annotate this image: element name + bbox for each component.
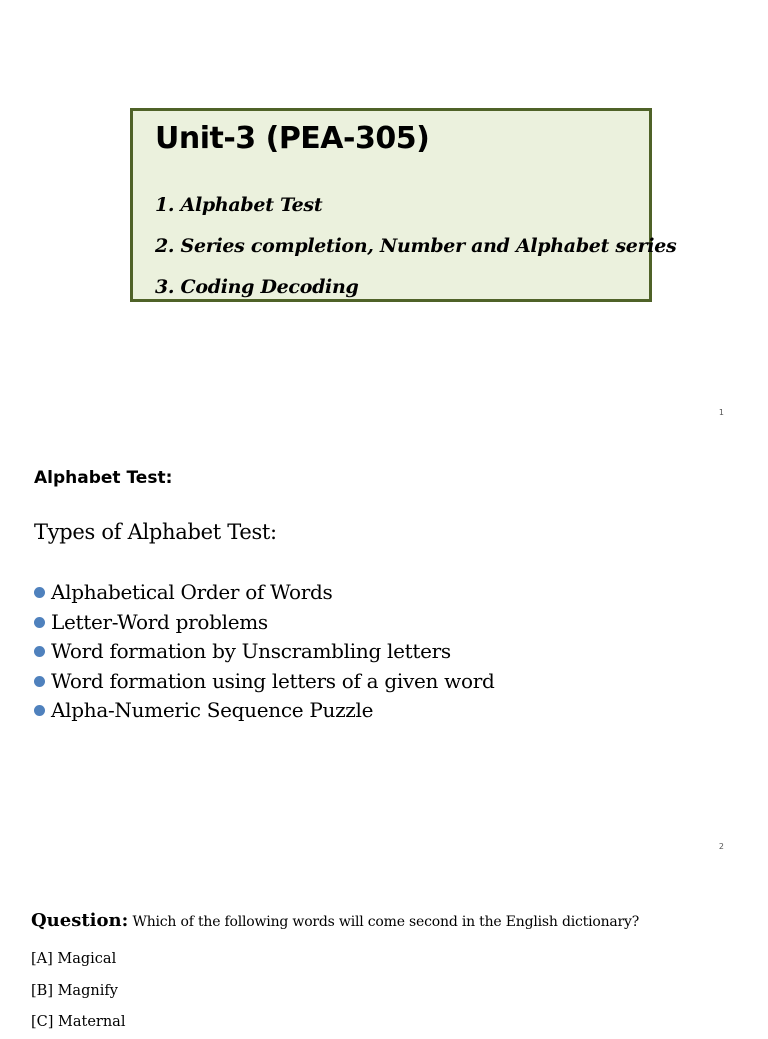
topic-item: 1. Alphabet Test xyxy=(155,194,323,216)
bullet-item xyxy=(34,578,494,608)
bullet-dot-icon xyxy=(34,587,45,598)
option-item: [A] Magical xyxy=(31,951,117,967)
page-number: 2 xyxy=(718,842,724,851)
bullet-item xyxy=(34,696,494,726)
bullet-text: Letter-Word problems xyxy=(51,609,268,634)
unit-title: Unit-3 (PEA-305) xyxy=(155,121,430,156)
slide-2 xyxy=(0,432,768,866)
bullet-text: Word formation by Unscrambling letters xyxy=(51,639,451,663)
bullet-dot-icon xyxy=(34,646,45,657)
bullet-dot-icon xyxy=(34,676,45,687)
bullet-text: Alpha-Numeric Sequence Puzzle xyxy=(51,698,374,722)
topic-item: 3. Coding Decoding xyxy=(155,276,359,298)
bullet-text: Word formation using letters of a given word xyxy=(51,668,495,693)
topic-list xyxy=(155,185,676,308)
question-text: Which of the following words will come second in the English dictionary? xyxy=(128,914,640,930)
subheading: Types of Alphabet Test: xyxy=(34,520,277,544)
question xyxy=(31,910,639,931)
bullet-dot-icon xyxy=(34,705,45,716)
bullet-list xyxy=(34,578,494,726)
bullet-item xyxy=(34,608,494,638)
option-item: [C] Maternal xyxy=(31,1014,126,1030)
bullet-text: Alphabetical Order of Words xyxy=(51,580,333,604)
option-list xyxy=(31,944,125,1039)
page-number: 1 xyxy=(718,408,724,417)
bullet-item xyxy=(34,667,494,697)
section-heading: Alphabet Test: xyxy=(34,468,173,488)
bullet-dot-icon xyxy=(34,617,45,628)
option-item: [B] Magnify xyxy=(31,982,118,999)
title-box xyxy=(130,108,677,302)
question-label: Question: xyxy=(31,910,129,931)
bullet-item xyxy=(34,637,494,667)
slide-3 xyxy=(0,866,768,1030)
topic-item: 2. Series completion, Number and Alphabet series xyxy=(155,235,677,257)
slide-1 xyxy=(0,0,768,432)
